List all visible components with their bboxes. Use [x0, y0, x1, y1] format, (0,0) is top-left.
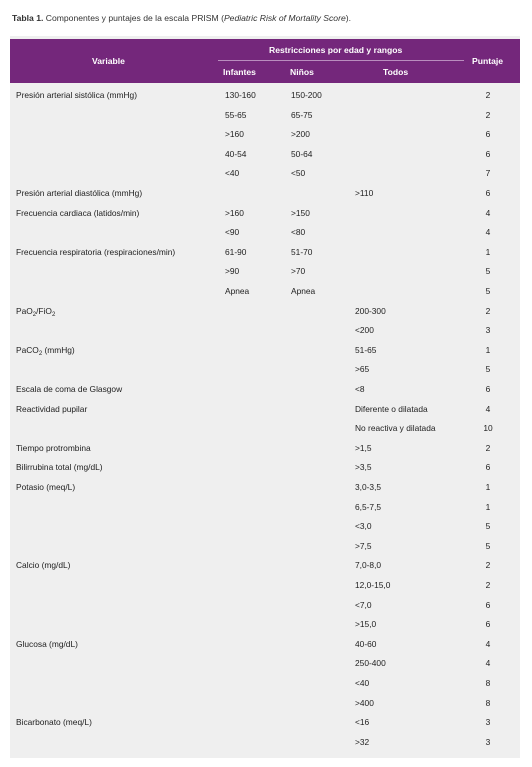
cell-todos: 6,5-7,5 — [355, 501, 382, 512]
table-row — [10, 144, 520, 164]
table-row — [10, 203, 520, 223]
table-row — [10, 595, 520, 615]
table-row — [10, 359, 520, 379]
cell-todos: No reactiva y dilatada — [355, 423, 436, 434]
cell-todos: 40-60 — [355, 638, 377, 649]
cell-puntaje: 4 — [485, 403, 491, 414]
cell-puntaje: 2 — [485, 90, 491, 100]
cell-puntaje: 10 — [483, 423, 493, 434]
table-row — [10, 634, 520, 654]
cell-todos: Diferente o dilatada — [355, 403, 428, 414]
table-row — [10, 340, 520, 360]
cell-ninos: >150 — [291, 207, 310, 218]
cell-todos: >110 — [355, 188, 374, 198]
cell-todos: 51-65 — [355, 344, 377, 355]
cell-puntaje: 5 — [485, 364, 491, 375]
cell-puntaje: 7 — [485, 168, 491, 179]
cell-variable: PaCO$_2$ (mmHg) — [16, 344, 75, 357]
cell-ninos: <80 — [291, 227, 306, 238]
table-row — [10, 536, 520, 556]
cell-variable: Presión arterial diastólica (mmHg) — [16, 188, 143, 198]
cell-puntaje: 2 — [485, 560, 491, 571]
table-row — [10, 242, 520, 262]
cell-puntaje: 2 — [485, 442, 491, 453]
cell-infantes: <90 — [225, 227, 240, 238]
cell-puntaje: 5 — [485, 286, 491, 296]
cell-ninos: 50-64 — [291, 148, 313, 159]
cell-variable: Glucosa (mg/dL) — [16, 638, 78, 649]
cell-todos: >32 — [355, 736, 370, 747]
cell-puntaje: 6 — [485, 599, 491, 610]
table-row — [10, 457, 520, 477]
cell-puntaje: 2 — [485, 109, 491, 120]
table-header — [10, 39, 520, 83]
cell-variable: Escala de coma de Glasgow — [16, 384, 123, 394]
cell-ninos: <50 — [291, 168, 306, 179]
table-row — [10, 732, 520, 752]
cell-puntaje: 6 — [485, 462, 491, 473]
cell-ninos: 51-70 — [291, 246, 313, 257]
cell-variable: Calcio (mg/dL) — [16, 560, 71, 571]
cell-puntaje: 1 — [485, 344, 491, 355]
table-row — [10, 497, 520, 517]
cell-puntaje: 8 — [485, 678, 491, 688]
caption-text: Componentes y puntajes de la escala PRISM ( — [43, 13, 224, 23]
cell-puntaje: 4 — [485, 207, 491, 218]
cell-puntaje: 3 — [485, 717, 491, 728]
header-ninos: Niños — [290, 67, 314, 77]
cell-puntaje: 6 — [485, 188, 491, 198]
cell-todos: >400 — [355, 697, 374, 708]
header-group: Restricciones por edad y rangos — [269, 45, 403, 55]
cell-variable: Frecuencia respiratoria (respiraciones/min) — [16, 246, 176, 257]
cell-ninos: 150-200 — [291, 90, 322, 100]
table-row — [10, 418, 520, 438]
cell-todos: 200-300 — [355, 305, 386, 316]
table-row — [10, 261, 520, 281]
cell-todos: >3,5 — [355, 462, 372, 473]
cell-puntaje: 5 — [485, 266, 491, 277]
cell-todos: >1,5 — [355, 442, 372, 453]
cell-variable: Potasio (meq/L) — [16, 482, 76, 492]
header-puntaje: Puntaje — [472, 56, 504, 66]
cell-variable: Bilirrubina total (mg/dL) — [16, 462, 103, 473]
table-row — [10, 693, 520, 713]
cell-todos: >7,5 — [355, 540, 372, 551]
header-variable: Variable — [92, 56, 125, 66]
cell-puntaje: 1 — [485, 482, 491, 492]
cell-infantes: 40-54 — [225, 148, 247, 159]
table-row — [10, 477, 520, 497]
cell-puntaje: 3 — [485, 736, 491, 747]
cell-ninos: >200 — [291, 129, 310, 140]
cell-todos: 250-400 — [355, 658, 386, 669]
header-todos: Todos — [383, 67, 409, 77]
table-caption — [12, 13, 351, 23]
cell-infantes: 61-90 — [225, 246, 247, 257]
table-row — [10, 183, 520, 203]
cell-todos: <16 — [355, 717, 370, 728]
cell-puntaje: 1 — [485, 501, 491, 512]
cell-variable: Presión arterial sistólica (mmHg) — [16, 90, 137, 100]
caption-end: ). — [345, 13, 351, 23]
cell-variable: Reactividad pupilar — [16, 403, 88, 414]
cell-infantes: >90 — [225, 266, 240, 277]
cell-todos: >65 — [355, 364, 370, 375]
table-row — [10, 124, 520, 144]
cell-puntaje: 5 — [485, 540, 491, 551]
table-row — [10, 85, 520, 105]
header-divider — [218, 60, 464, 61]
header-infantes: Infantes — [223, 67, 256, 77]
cell-puntaje: 6 — [485, 619, 491, 630]
cell-puntaje: 2 — [485, 305, 491, 316]
prism-table — [10, 36, 520, 758]
table-row — [10, 438, 520, 458]
table-row — [10, 281, 520, 301]
table-row — [10, 163, 520, 183]
cell-infantes: >160 — [225, 207, 244, 218]
table-row — [10, 105, 520, 125]
cell-todos: 3,0-3,5 — [355, 482, 382, 492]
table-row — [10, 301, 520, 321]
table-row — [10, 673, 520, 693]
table-row — [10, 614, 520, 634]
cell-variable: Bicarbonato (meq/L) — [16, 717, 92, 728]
cell-infantes: Apnea — [225, 286, 250, 296]
caption-italic: Pediatric Risk of Mortality Score — [223, 13, 346, 23]
cell-infantes: <40 — [225, 168, 240, 179]
cell-infantes: 55-65 — [225, 109, 247, 120]
table-row — [10, 575, 520, 595]
table-row — [10, 555, 520, 575]
table-row — [10, 399, 520, 419]
table-row — [10, 379, 520, 399]
cell-puntaje: 6 — [485, 384, 491, 394]
cell-puntaje: 6 — [485, 148, 491, 159]
cell-ninos: Apnea — [291, 286, 316, 296]
cell-puntaje: 3 — [485, 325, 491, 336]
cell-todos: >15,0 — [355, 619, 377, 630]
cell-variable: PaO$_2$/FiO$_2$ — [16, 305, 56, 318]
cell-todos: <40 — [355, 678, 370, 688]
cell-puntaje: 8 — [485, 697, 491, 708]
cell-puntaje: 6 — [485, 129, 491, 140]
caption-label: Tabla 1. — [12, 13, 44, 23]
table-row — [10, 516, 520, 536]
table-row — [10, 222, 520, 242]
cell-todos: <3,0 — [355, 521, 372, 532]
cell-todos: <200 — [355, 325, 374, 336]
cell-variable: Frecuencia cardiaca (latidos/min) — [16, 207, 140, 218]
cell-todos: <8 — [355, 384, 365, 394]
cell-todos: 12,0-15,0 — [355, 580, 391, 590]
cell-todos: <7,0 — [355, 599, 372, 610]
cell-puntaje: 4 — [485, 658, 491, 669]
cell-ninos: 65-75 — [291, 109, 313, 120]
cell-todos: 7,0-8,0 — [355, 560, 382, 571]
cell-puntaje: 4 — [485, 638, 491, 649]
cell-puntaje: 5 — [485, 521, 491, 532]
cell-puntaje: 4 — [485, 227, 491, 238]
table-row — [10, 653, 520, 673]
cell-infantes: >160 — [225, 129, 244, 140]
cell-variable: Tiempo protrombina — [16, 442, 91, 453]
table-row — [10, 712, 520, 732]
table-row — [10, 320, 520, 340]
cell-puntaje: 2 — [485, 580, 491, 590]
cell-ninos: >70 — [291, 266, 306, 277]
cell-infantes: 130-160 — [225, 90, 256, 100]
cell-puntaje: 1 — [485, 246, 491, 257]
